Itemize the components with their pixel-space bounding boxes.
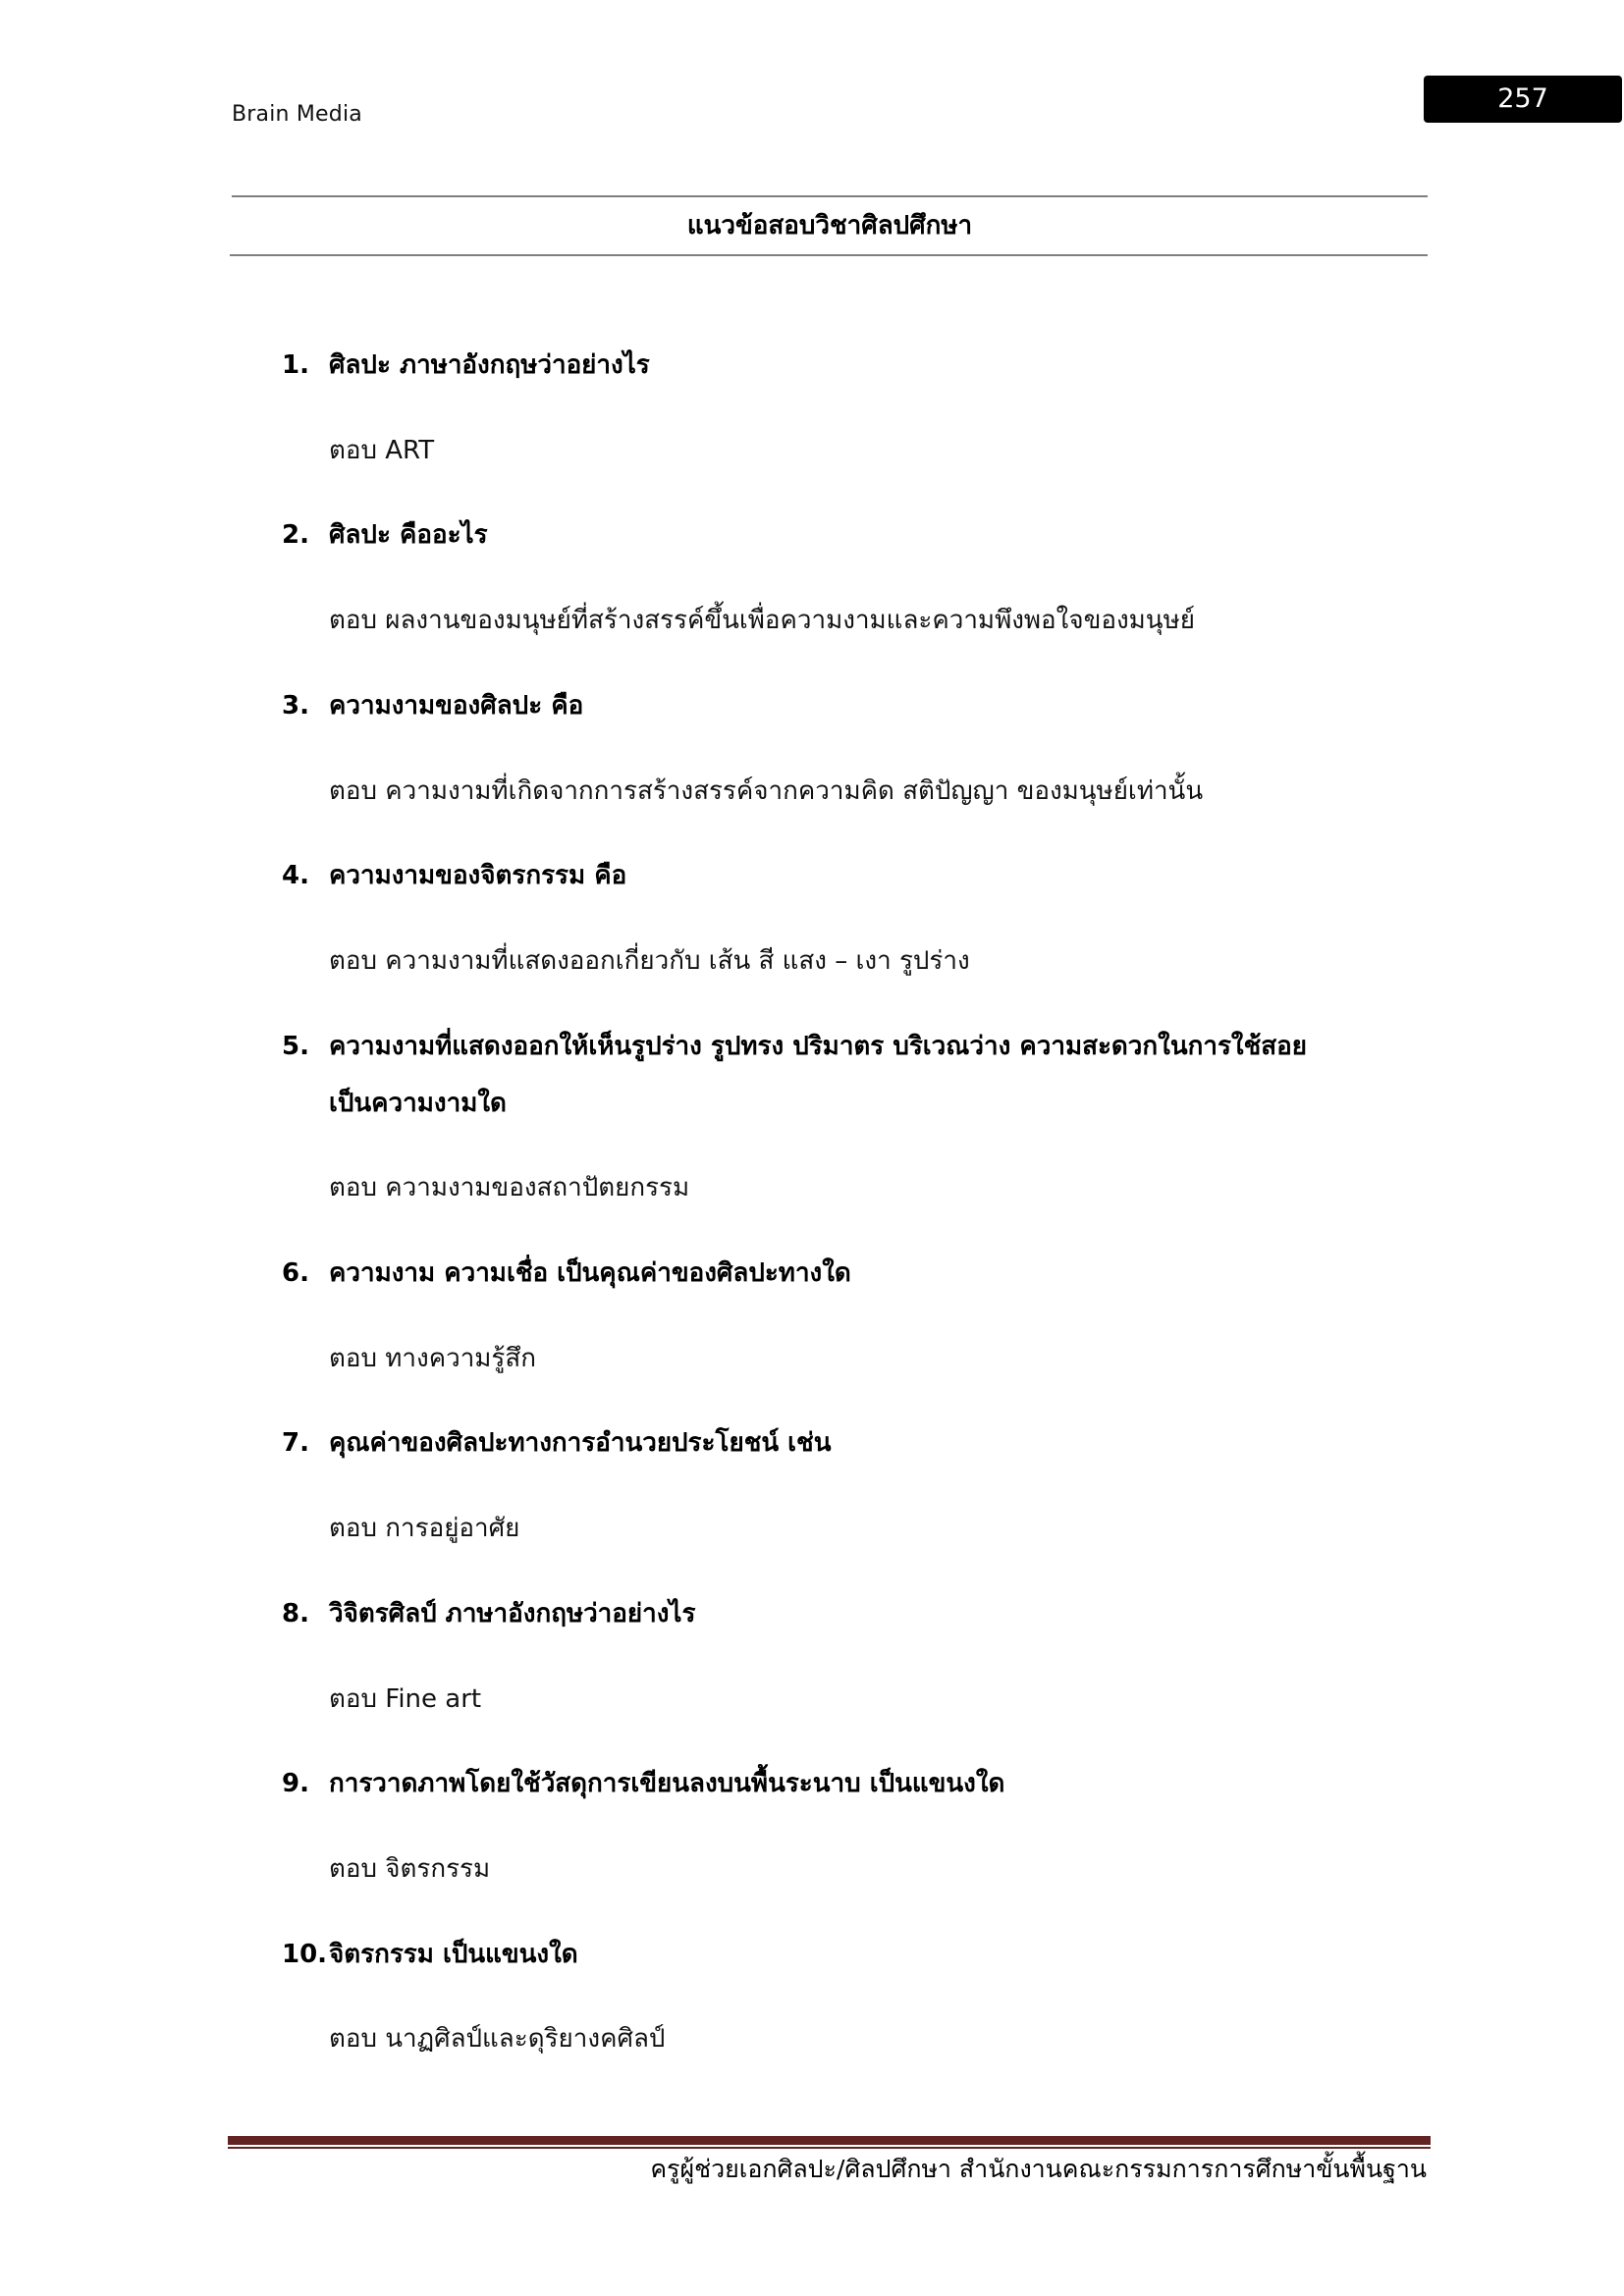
title-rule-bottom [230,254,1428,256]
question-line-continued [0,1084,1624,1123]
footer-rule-thin [228,2147,1431,2149]
answer-line [0,601,1624,640]
answer-text: ตอบ ผลงานของมนุษย์ที่สร้างสรรค์ขึ้นเพื่อความงามและความพึงพอใจของมนุษย์ [329,606,1195,636]
footer-text: ครูผู้ช่วยเอกศิลปะ/ศิลปศึกษา สำนักงานคณะกรรมการการศึกษาขั้นพื้นฐาน [650,2155,1427,2183]
footer-rule-thick [228,2136,1431,2145]
answer-text: ตอบ ART [329,435,435,465]
answer-text: ตอบ Fine art [329,1683,482,1714]
answer-text: ตอบ ความงามที่เกิดจากการสร้างสรรค์จากความคิด สติปัญญา ของมนุษย์เท่านั้น [329,775,1204,806]
question-text: ความงามของศิลปะ คือ [329,690,584,721]
answer-line [0,941,1624,981]
question-text: ศิลปะ ภาษาอังกฤษว่าอย่างไร [329,350,650,380]
question-number: 10. [282,1939,328,1969]
title-rule-top [232,195,1428,197]
page-title: แนวข้อสอบวิชาศิลปศึกษา [686,211,973,240]
question-text: ความงามของจิตรกรรม คือ [329,861,627,891]
question-text: จิตรกรรม เป็นแขนงใด [329,1939,578,1969]
answer-text: ตอบ การอยู่อาศัย [329,1514,520,1544]
question-number: 8. [282,1598,309,1629]
question-text: คุณค่าของศิลปะทางการอำนวยประโยชน์ เช่น [329,1428,832,1459]
question-number: 4. [282,861,309,891]
question-text: เป็นความงามใด [329,1088,507,1118]
question-number: 9. [282,1769,309,1799]
answer-text: ตอบ ทางความรู้สึก [329,1343,537,1373]
answer-line [0,2019,1624,2058]
question-line [0,346,1624,385]
question-text: การวาดภาพโดยใช้วัสดุการเขียนลงบนพื้นระนาบ เป็นแขนงใด [329,1769,1005,1799]
question-number: 2. [282,520,309,551]
question-line [0,515,1624,555]
page-number-badge: 257 [1424,76,1622,123]
answer-text: ตอบ ความงามของสถาปัตยกรรม [329,1173,690,1203]
answer-text: ตอบ ความงามที่แสดงออกเกี่ยวกับ เส้น สี แสง – เงา รูปร่าง [329,945,970,976]
publisher-name: Brain Media [232,102,362,127]
question-text: วิจิตรศิลป์ ภาษาอังกฤษว่าอย่างไร [329,1598,696,1629]
answer-line [0,1168,1624,1207]
question-line [0,1254,1624,1293]
question-text: ศิลปะ คืออะไร [329,520,488,551]
question-line [0,1423,1624,1463]
question-text: ความงาม ความเชื่อ เป็นคุณค่าของศิลปะทางใด [329,1258,851,1288]
answer-line [0,772,1624,811]
answer-line [0,1849,1624,1889]
question-number: 3. [282,690,309,721]
question-line [0,1935,1624,1974]
question-number: 5. [282,1031,309,1061]
answer-line [0,431,1624,470]
answer-line [0,1509,1624,1548]
question-line [0,856,1624,895]
question-number: 7. [282,1428,309,1459]
question-line [0,1594,1624,1633]
question-line [0,1027,1624,1066]
answer-text: ตอบ จิตรกรรม [329,1853,491,1884]
answer-line [0,1680,1624,1719]
question-line [0,686,1624,725]
answer-line [0,1339,1624,1378]
answer-text: ตอบ นาฏศิลป์และดุริยางคศิลป์ [329,2024,666,2055]
question-number: 6. [282,1258,309,1288]
question-text: ความงามที่แสดงออกให้เห็นรูปร่าง รูปทรง ปริมาตร บริเวณว่าง ความสะดวกในการใช้สอย [329,1031,1307,1061]
question-number: 1. [282,350,309,380]
question-line [0,1764,1624,1803]
